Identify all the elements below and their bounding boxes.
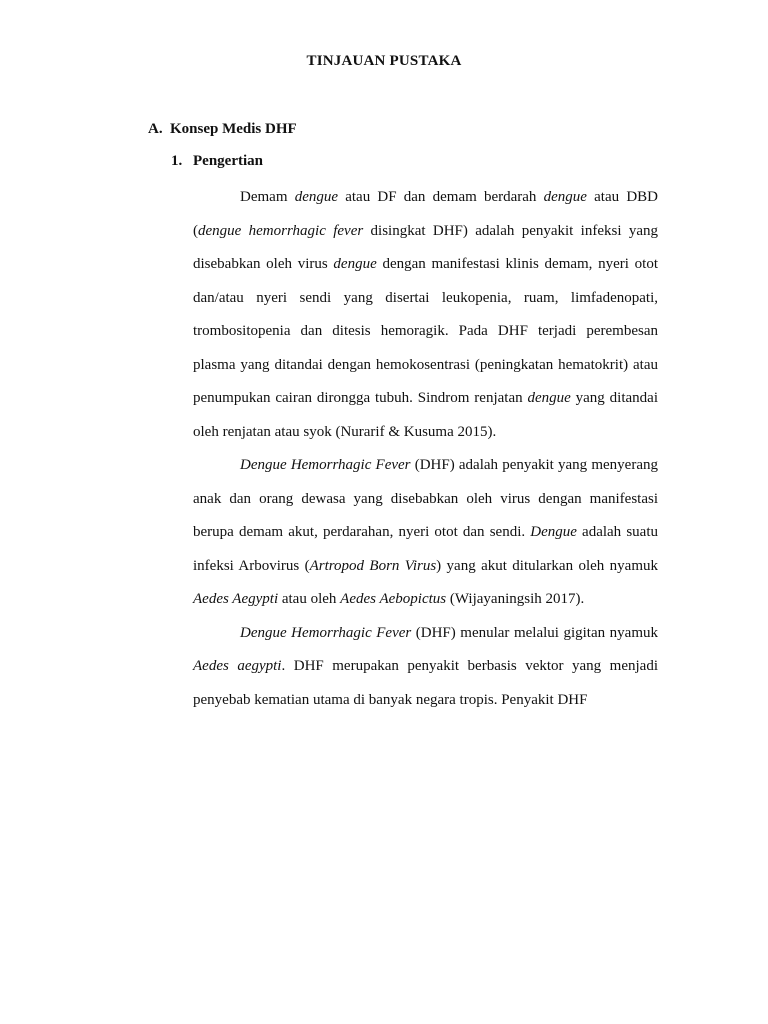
- italic-text-run: dengue hemorrhagic fever: [198, 222, 364, 239]
- italic-text-run: dengue: [527, 390, 571, 406]
- page-title: TINJAUAN PUSTAKA: [306, 53, 462, 69]
- text-run: (Wijayaningsih 2017).: [446, 591, 585, 607]
- italic-text-run: dengue: [294, 189, 339, 205]
- italic-text-run: Artropod Born Virus: [309, 557, 437, 574]
- text-run: atau DBD (: [193, 189, 658, 239]
- italic-text-run: Dengue: [530, 524, 577, 540]
- text-run: (DHF) menular melalui gigitan nyamuk: [411, 624, 658, 641]
- section-heading: [148, 121, 297, 138]
- text-run: . DHF merupakan penyakit berbasis vektor yang menjadi penyebab kematian utama di banyak negara tropis. Penyakit DHF: [193, 658, 659, 708]
- text-run: Demam: [240, 189, 295, 205]
- italic-text-run: Dengue Hemorrhagic Fever: [240, 624, 412, 641]
- text-run: atau DF dan demam berdarah: [338, 189, 544, 205]
- italic-text-run: Aedes Aebopictus: [340, 591, 447, 607]
- text-run: dengan manifestasi klinis demam, nyeri otot dan/atau nyeri sendi yang disertai leukopenia, ruam, limfadenopati, trombositopenia dan ditesis hemoragik. Pada DHF terjadi perembesan plasma yang ditandai dengan hemokosentrasi (peningkatan hematokrit) atau penumpukan cairan dirongga tubuh. Sindrom renjatan: [193, 256, 658, 406]
- paragraph: [193, 617, 658, 718]
- text-run: atau oleh: [278, 591, 341, 607]
- section-number: A.: [148, 121, 163, 137]
- text-run: disingkat DHF) adalah penyakit infeksi yang disebabkan oleh virus: [193, 222, 659, 272]
- subsection-number: 1.: [171, 153, 183, 169]
- paragraph: [193, 181, 658, 449]
- section-label: Konsep Medis DHF: [170, 121, 297, 137]
- italic-text-run: Aedes Aegypti: [193, 591, 279, 607]
- subsection-label: Pengertian: [193, 153, 263, 169]
- text-run: adalah suatu infeksi Arbovirus (: [193, 524, 658, 574]
- italic-text-run: dengue: [333, 256, 377, 272]
- subsection-heading: [171, 153, 263, 170]
- text-run: yang ditandai oleh renjatan atau syok (Nurarif & Kusuma 2015).: [193, 390, 658, 440]
- italic-text-run: dengue: [543, 189, 587, 205]
- text-run: ) yang akut ditularkan oleh nyamuk: [436, 557, 658, 574]
- italic-text-run: Aedes aegypti: [193, 658, 282, 674]
- body-text: [193, 181, 658, 717]
- paragraph: [193, 449, 658, 617]
- text-run: (DHF) adalah penyakit yang menyerang anak dan orang dewasa yang disebabkan oleh virus dengan manifestasi berupa demam akut, perdarahan, nyeri otot dan sendi.: [193, 457, 658, 540]
- italic-text-run: Dengue Hemorrhagic Fever: [240, 457, 411, 473]
